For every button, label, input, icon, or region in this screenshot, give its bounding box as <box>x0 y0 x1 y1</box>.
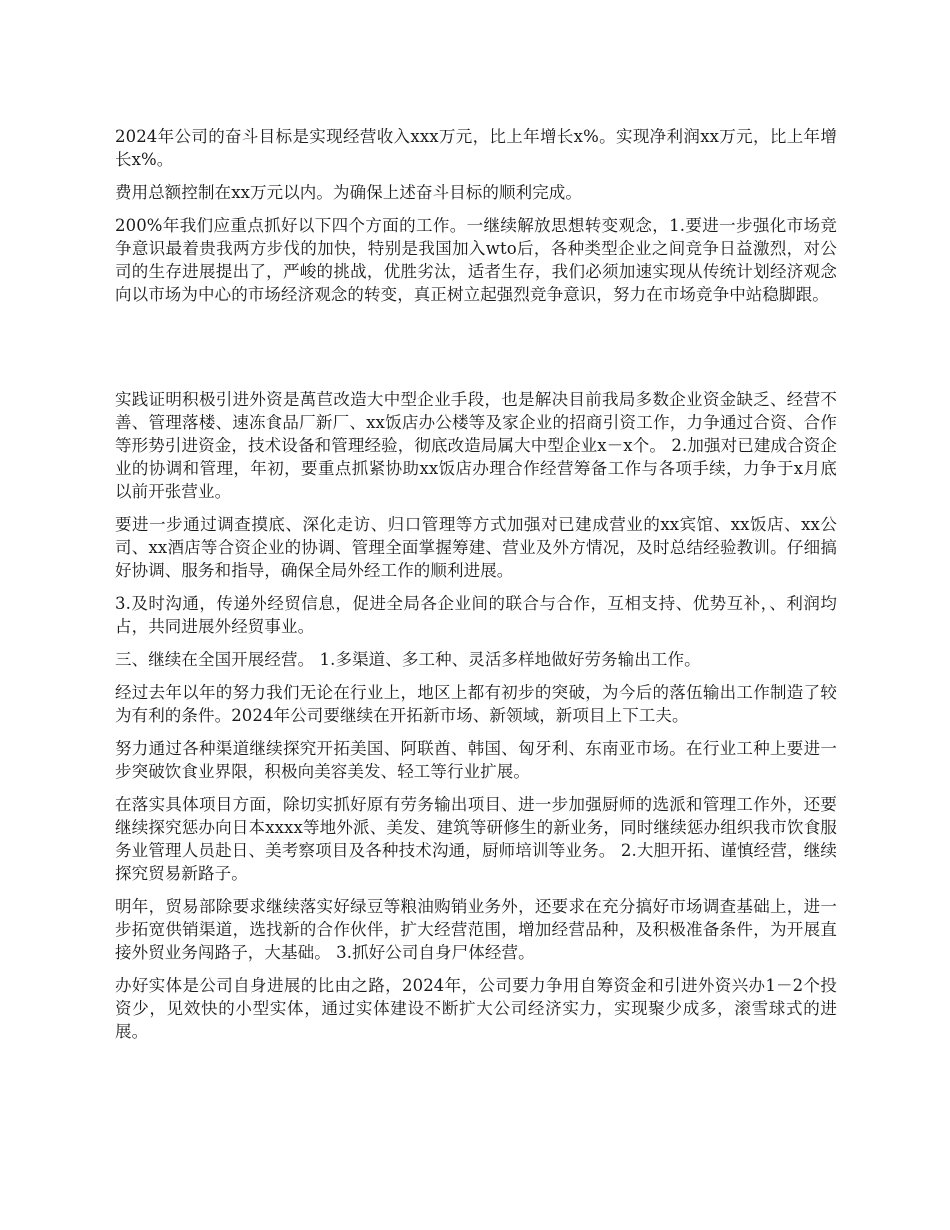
paragraph-trade-info: 3.及时沟通，传递外经贸信息，促进全局各企业间的联合与合作，互相支持、优势互补，、利润均占，共同进展外经贸事业。 <box>115 594 837 636</box>
paragraph-four-aspects: 200%年我们应重点抓好以下四个方面的工作。一继续解放思想转变观念，1.要进一步强化市场竞争意识最着贵我两方步伐的加快，特别是我国加入wto后，各种类型企业之间竞争日益激烈，对公司的生存进展提出了，严峻的挑战，优胜劣汰，适者生存，我们必须加速实现从传统计划经济观念向以市场为中心的市场经济观念的转变，真正树立起强烈竞争意识，努力在市场竞争中站稳脚跟。 <box>115 216 837 304</box>
paragraph-cost-control: 费用总额控制在xx万元以内。为确保上述奋斗目标的顺利完成。 <box>115 183 583 202</box>
paragraph-specific-projects: 在落实具体项目方面，除切实抓好原有劳务输出项目、进一步加强厨师的选派和管理工作外，还要继续探究惩办向日本xxxx等地外派、美发、建筑等研修生的新业务，同时继续惩办组织我市饮食服务业管理人员赴日、美考察项目及各种技术沟通，厨师培训等业务。 2.大胆开拓、谨慎经营，继续探究贸易新路子。 <box>115 795 837 883</box>
paragraph-goals: 2024年公司的奋斗目标是实现经营收入xxx万元，比上年增长x%。实现净利润xx万元，比上年增长x%。 <box>115 127 837 169</box>
paragraph-past-efforts: 经过去年以年的努力我们无论在行业上，地区上都有初步的突破，为今后的落伍输出工作制造了较为有利的条件。2024年公司要继续在开拓新市场、新领域，新项目上下工夫。 <box>115 683 837 725</box>
paragraph-trade-department: 明年，贸易部除要求继续落实好绿豆等粮油购销业务外，还要求在充分搞好市场调查基础上，进一步拓宽供销渠道，选找新的合作伙伴，扩大经营范围，增加经营品种，及积极准备条件，为开展直接外贸业务闯路子，大基础。 3.抓好公司自身尸体经营。 <box>115 897 837 962</box>
paragraph-new-markets: 努力通过各种渠道继续探究开拓美国、阿联酋、韩国、匈牙利、东南亚市场。在行业工种上要进一步突破饮食业界限，积极向美容美发、轻工等行业扩展。 <box>115 739 837 781</box>
blank-gap <box>115 316 837 388</box>
paragraph-joint-venture-management: 要进一步通过调查摸底、深化走访、归口管理等方式加强对已建成营业的xx宾馆、xx饭店、xx公司、xx酒店等合资企业的协调、管理全面掌握筹建、营业及外方情况，及时总结经验教训。仔细搞好协调、服务和指导，确保全局外经工作的顺利进展。 <box>115 515 837 580</box>
paragraph-entity-development: 办好实体是公司自身进展的比由之路，2024年，公司要力争用自筹资金和引进外资兴办1－2个投资少，见效快的小型实体，通过实体建设不断扩大公司经济实力，实现聚少成多，滚雪球式的进展。 <box>115 976 837 1041</box>
document-body <box>115 125 837 1053</box>
paragraph-section-three: 三、继续在全国开展经营。 1.多渠道、多工种、灵活多样地做好劳务输出工作。 <box>115 650 701 669</box>
paragraph-foreign-investment: 实践证明积极引进外资是萬苣改造大中型企业手段，也是解决目前我局多数企业资金缺乏、经营不善、管理落楼、速冻食品厂新厂、xx饭店办公楼等及家企业的招商引资工作，力争通过合资、合作等形势引进资金，技术设备和管理经验，彻底改造局属大中型企业x－x个。 2.加强对已建成合资企业的协调和管理，年初，要重点抓紧协助xx饭店办理合作经营筹备工作与各项手续，力争于x月底以前开张营业。 <box>115 390 837 501</box>
